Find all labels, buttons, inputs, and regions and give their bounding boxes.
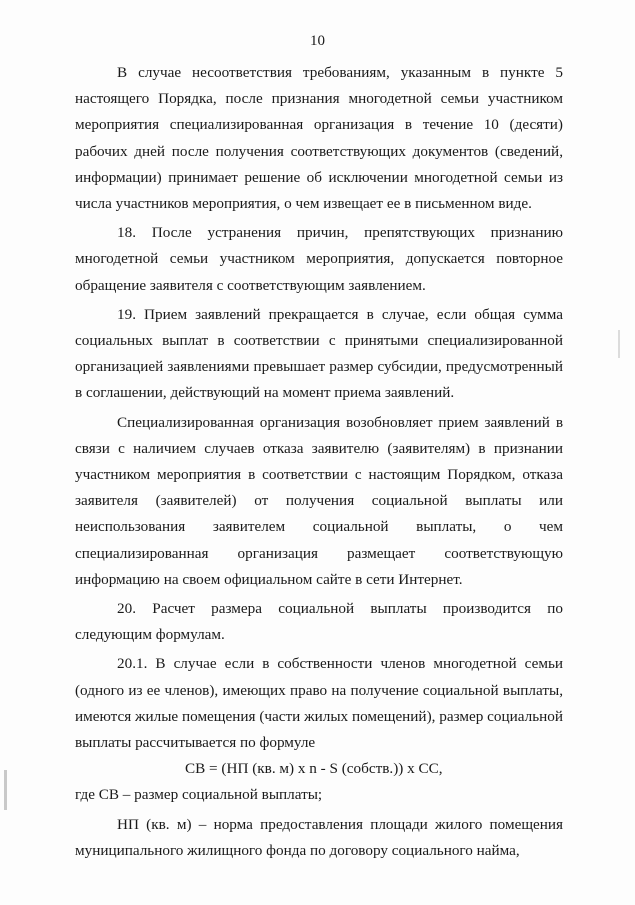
scan-artifact [618,330,620,358]
document-body [75,60,563,864]
paragraph-20: 20. Расчет размера социальной выплаты производится по следующим формулам. [75,600,563,644]
scan-artifact [4,770,7,810]
paragraph-20-1: 20.1. В случае если в собственности членов многодетной семьи (одного из ее членов), имеющих право на получение социальной выплаты, имеются жилые помещения (части жилых помещений), размер социальной выплаты рассчитывается по формуле [75,655,563,752]
page-number: 10 [310,33,325,49]
paragraph-18: 18. После устранения причин, препятствующих признанию многодетной семьи участником мероприятия, допускается повторное обращение заявителя с соответствующим заявлением. [75,224,563,294]
paragraph-exclusion: В случае несоответствия требованиям, указанным в пункте 5 настоящего Порядка, после признания многодетной семьи участником мероприятия специализированная организация в течение 10 (десяти) рабочих дней после получения соответствующих документов (сведений, информации) принимает решение об исключении многодетной семьи из числа участников мероприятия, о чем извещает ее в письменном виде. [75,64,563,213]
paragraph-19: 19. Прием заявлений прекращается в случае, если общая сумма социальных выплат в соответствии с принятыми специализированной организацией заявлениями превышает размер субсидии, предусмотренный в соглашении, действующий на момент приема заявлений. [75,305,563,402]
where-line: где СВ – размер социальной выплаты; [75,786,323,804]
paragraph-np-definition: НП (кв. м) – норма предоставления площади жилого помещения муниципального жилищного фонда по договору социального найма, [75,815,563,859]
paragraph-resume-acceptance: Специализированная организация возобновляет прием заявлений в связи с наличием случаев отказа заявителю (заявителям) в признании участником мероприятия в соответствии с настоящим Порядком, отказа заявителя (заявителей) от получения социальной выплаты или неиспользования заявителем социальной выплаты, о чем специализированная организация размещает соответствующую информацию на своем официальном сайте в сети Интернет. [75,413,563,588]
formula: СВ = (НП (кв. м) x n - S (собств.)) x СС, [185,760,443,778]
